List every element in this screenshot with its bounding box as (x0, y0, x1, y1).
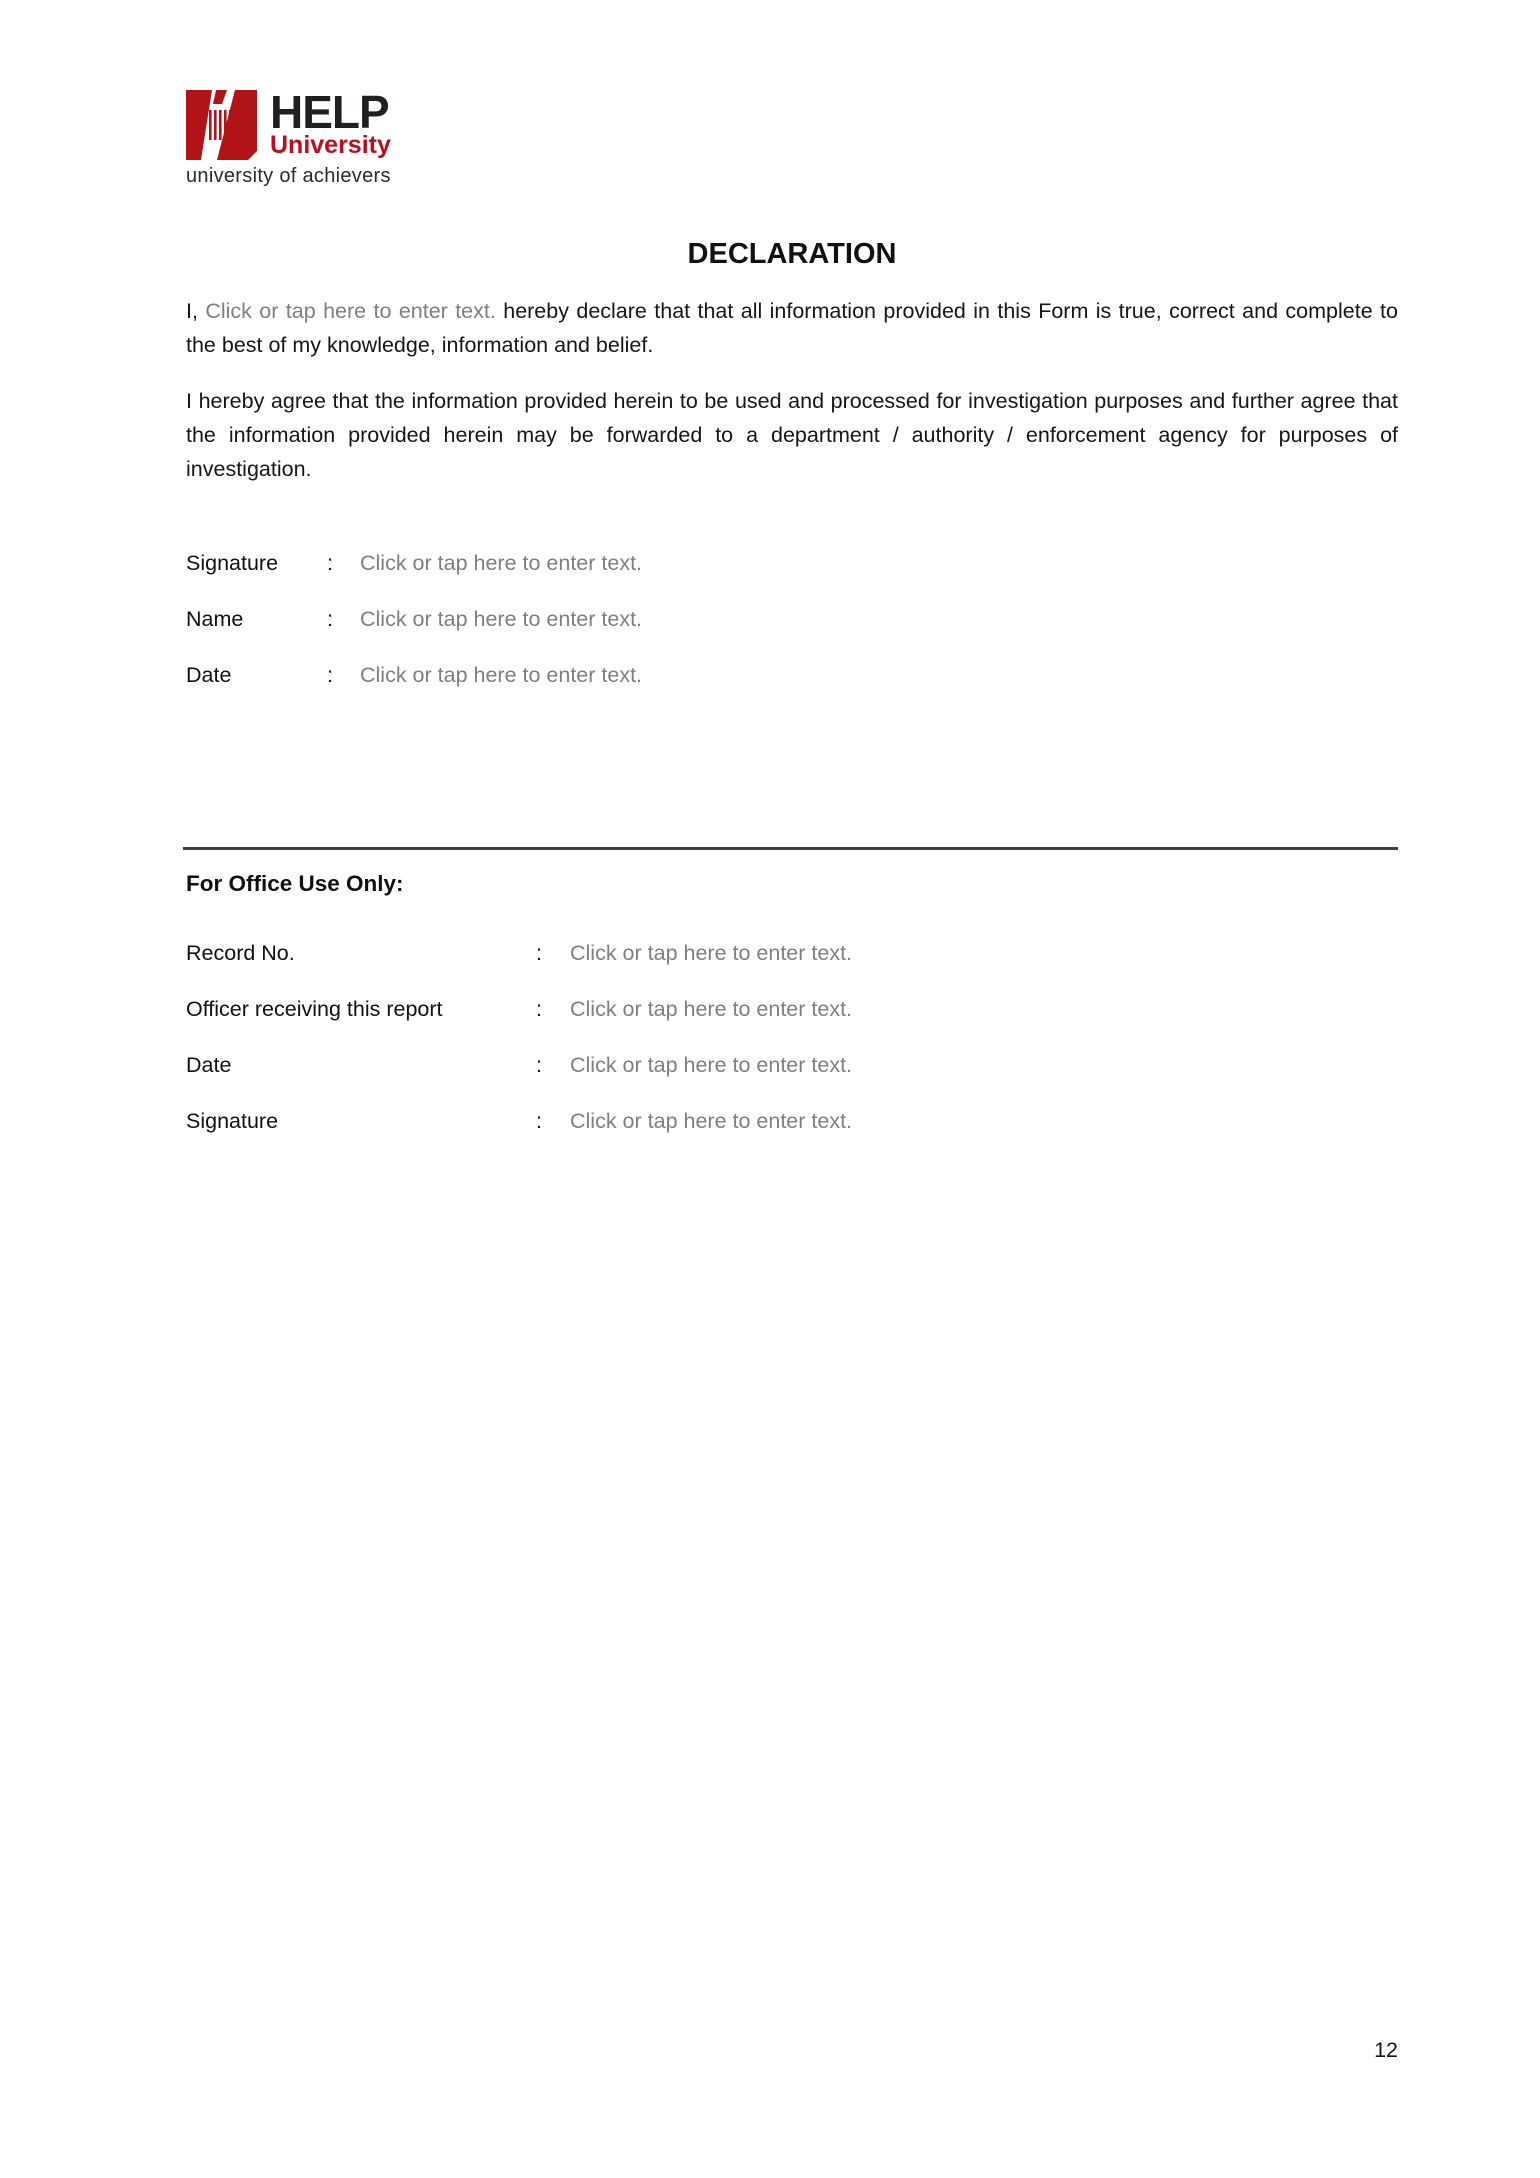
field-colon: : (327, 663, 333, 687)
para1-prefix: I, (186, 299, 198, 323)
declarant-name-placeholder-input[interactable]: Click or tap here to enter text. (205, 299, 496, 323)
office-date-label: Date (186, 1053, 232, 1077)
signature-placeholder-input[interactable]: Click or tap here to enter text. (360, 551, 643, 575)
para1-suffix: hereby declare that that all information provided in this Form is true, correct and complete to the best of my knowledge, information and belief. (186, 299, 1398, 357)
logo-name: HELP (270, 86, 389, 138)
logo-tagline: university of achievers (186, 165, 391, 187)
signature-row (186, 551, 642, 579)
date-label: Date (186, 663, 232, 687)
record-no-label: Record No. (186, 941, 295, 965)
office-date-placeholder-input[interactable]: Click or tap here to enter text. (570, 1053, 853, 1077)
officer-row (186, 997, 852, 1025)
office-use-title: For Office Use Only: (186, 871, 404, 896)
office-signature-label: Signature (186, 1109, 279, 1133)
field-colon: : (536, 997, 542, 1021)
office-use-section (186, 941, 852, 1165)
date-placeholder-input[interactable]: Click or tap here to enter text. (360, 663, 643, 687)
field-colon: : (327, 607, 333, 631)
signature-label: Signature (186, 551, 279, 575)
logo-subtitle: University (270, 131, 391, 159)
office-signature-placeholder-input[interactable]: Click or tap here to enter text. (570, 1109, 853, 1133)
section-divider (183, 847, 1398, 850)
record-no-placeholder-input[interactable]: Click or tap here to enter text. (570, 941, 853, 965)
office-date-row (186, 1053, 852, 1081)
page-title: DECLARATION (687, 238, 897, 270)
field-colon: : (536, 941, 542, 965)
name-label: Name (186, 607, 244, 631)
name-placeholder-input[interactable]: Click or tap here to enter text. (360, 607, 643, 631)
signature-section (186, 551, 642, 719)
officer-placeholder-input[interactable]: Click or tap here to enter text. (570, 997, 853, 1021)
date-row (186, 663, 642, 691)
declaration-paragraph-2: I hereby agree that the information provided herein to be used and processed for investigation purposes and further agree that the information provided herein may be forwarded to a department / authority / enforcement agency for purposes of investigation. (186, 389, 1398, 481)
officer-label: Officer receiving this report (186, 997, 443, 1021)
university-logo (186, 86, 391, 188)
field-colon: : (536, 1109, 542, 1133)
page-number: 12 (1374, 2038, 1398, 2062)
field-colon: : (327, 551, 333, 575)
help-logo-icon (186, 90, 257, 160)
record-no-row (186, 941, 852, 969)
name-row (186, 607, 642, 635)
declaration-paragraph-1 (186, 294, 1398, 362)
office-signature-row (186, 1109, 852, 1137)
field-colon: : (536, 1053, 542, 1077)
